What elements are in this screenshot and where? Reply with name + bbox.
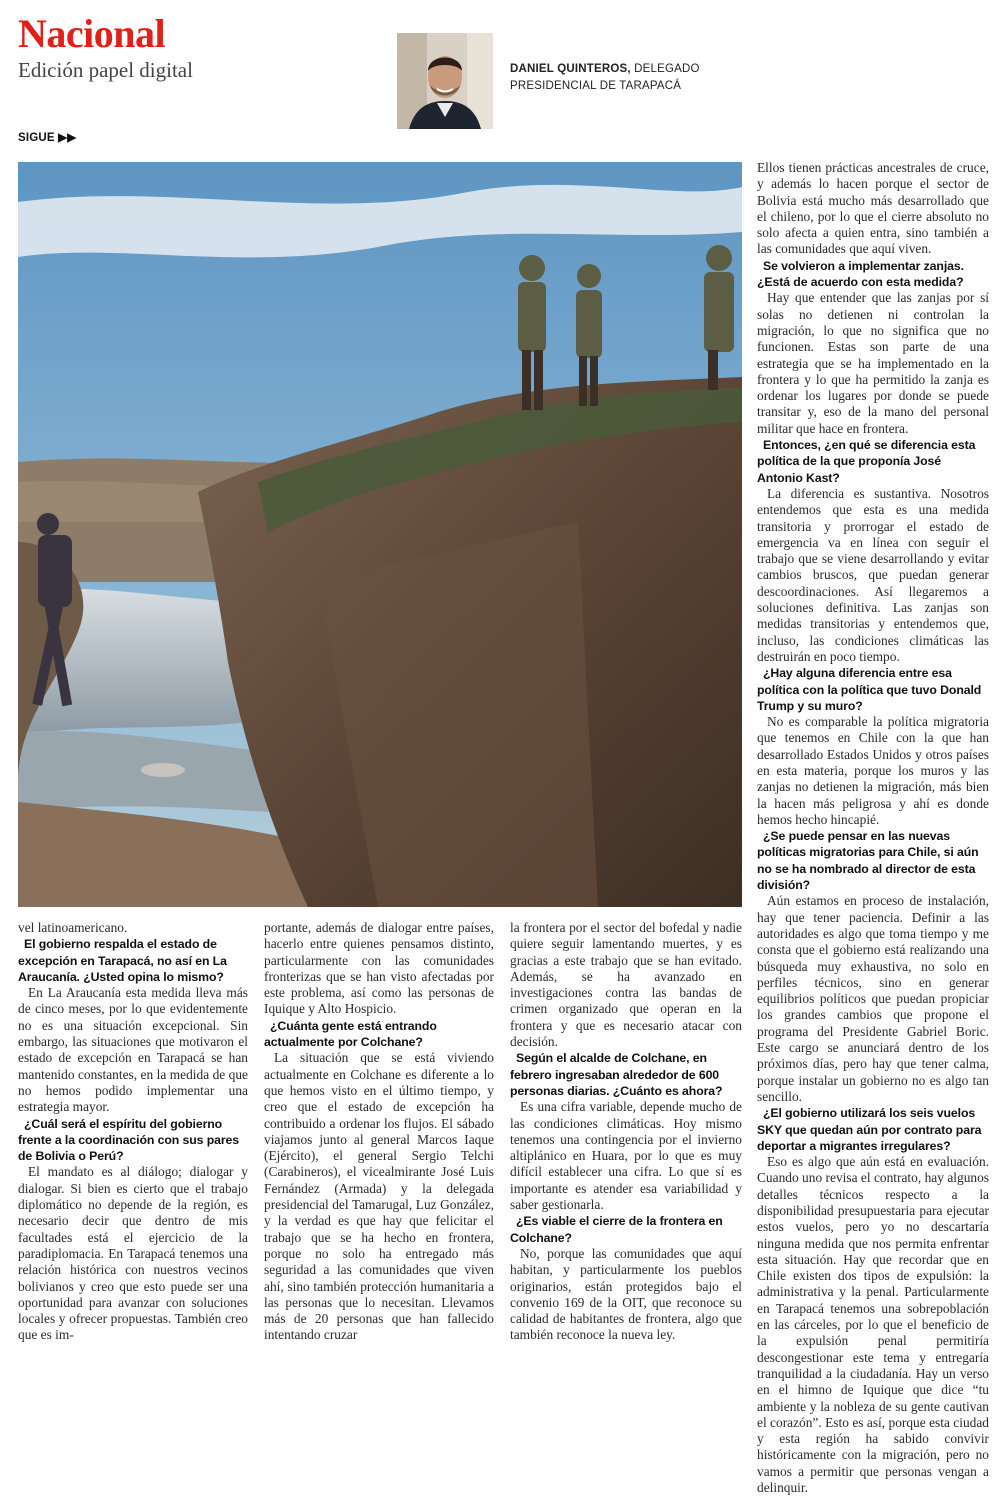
author-name: DANIEL QUINTEROS, [510,63,631,75]
answer-paragraph: El mandato es al diálogo; dialogar y dialogar. Si bien es cierto que el trabajo diplomático no depende de la región, es necesario decir que dentro de mis facultades está el ejercicio de la paradiplomacia. En Tarapacá tenemos una relación histórica con nuestros vecinos bolivianos y creo que esto puede ser una oportunidad para avanzar con soluciones locales y ofrecer propuestas. También creo que es im- [18,1164,248,1343]
author-portrait [397,33,493,129]
article-column-2 [264,920,494,1344]
section-title: Nacional [18,11,166,56]
answer-paragraph: la frontera por el sector del bofedal y nadie quiere seguir lamentando muertes, y es gracias a este trabajo que se han evitado. Además, se ha avanzado en investigaciones contra las bandas de crimen organizado que operan en la frontera y que es necesario atacar con decisión. [510,920,742,1050]
interview-question: ¿Hay alguna diferencia entre esa política con la política que tuvo Donald Trump y su muro? [757,666,982,713]
author-role-line2: PRESIDENCIAL DE TARAPACÁ [510,80,682,92]
answer-paragraph: No, porque las comunidades que aquí habitan, y particularmente los pueblos originarios, están protegidos bajo el convenio 169 de la OIT, que reconoce su calidad de habitantes de frontera, algo que también reconoce la nueva ley. [510,1245,742,1343]
answer-paragraph: Eso es algo que aún está en evaluación. Cuando uno revisa el contrato, hay algunos detalles técnicos respecto a la disponibilidad presupuestaria para ejecutar estos vuelos, pero yo no descartaría ninguna medida que nos permita enfrentar esta situación. Hay que recordar que en Chile existen dos tipos de expulsión: la administrativa y la penal. Particularmente en Tarapacá tenemos una sobrepoblación en las cárceles, por lo que el beneficio de la expulsión penal permitiría descongestionar este tema y entregaría tranquilidad a la ciudadanía. Hay un verso en el himno de Iquique que dice “tu ambiente y la nobleza de su gente cautivan el corazón”. Esto es así, porque esta ciudad y esta región ha sabido convivir históricamente con la migración, pero no vamos a permitir que personas vengan a delinquir. [757,1154,989,1496]
answer-paragraph: Aún estamos en proceso de instalación, hay que tener paciencia. Definir a las autoridades es algo que toma tiempo y me consta que el gobierno está realizando una búsqueda muy exhaustiva, no solo en perfiles técnicos, sino en generar equilibrios políticos que puedan propiciar los grandes cambios que propone el programa del Presidente Gabriel Boric. Este cargo se anunciará dentro de los próximos días, pero hay que tener calma, porque instalar un gobierno no es algo tan sencillo. [757,893,989,1104]
article-column-right [757,160,989,1496]
continue-marker: SIGUE ▶▶ [18,132,77,144]
interview-question: ¿Cuál será el espíritu del gobierno frente a la coordinación con sus pares de Bolivia o Perú? [18,1116,240,1164]
interview-question: ¿Es viable el cierre de la frontera en Colchane? [510,1214,723,1245]
answer-paragraph: Hay que entender que las zanjas por sí solas no detienen ni controlan la migración, lo que no significa que no funcionen. Estas son parte de una estrategia que se ha implementado en la frontera y lo que ha permitido la zanja es ordenar los lugares por donde se puede transitar y, eso de la mano del personal militar que hace en frontera. [757,290,989,436]
answer-paragraph: En La Araucanía esta medida lleva más de cinco meses, por lo que evidentemente no es una situación excepcional. Sin embargo, las situaciones que motivaron el estado de excepción en Tarapacá se han mantenido constantes, en la medida de que no hemos podido implementar una estrategia mayor. [18,985,248,1115]
border-trench-photo [18,162,742,907]
answer-paragraph: Ellos tienen prácticas ancestrales de cruce, y además lo hacen porque el sector de Bolivia está mucho más desarrollado que el chileno, por lo que el cierre absoluto no solo afecta a quien entra, sino también a las comunidades que aquí viven. [757,160,989,257]
edition-subtitle: Edición papel digital [18,58,193,82]
answer-paragraph: Es una cifra variable, depende mucho de las condiciones climáticas. Hoy mismo tenemos una contingencia por el invierno altiplánico en Huara, por lo que es muy difícil establecer una cifra. Lo que sí es importante es atender esa variabilidad y saber gestionarla. [510,1099,742,1213]
answer-paragraph: portante, además de dialogar entre países, hacerlo entre quienes pensamos distinto, particularmente con las comunidades fronterizas que se han visto afectadas por este problema, así como las personas de Iquique y Alto Hospicio. [264,920,494,1017]
interview-question: El gobierno respalda el estado de excepción en Tarapacá, no así en La Araucanía. ¿Usted opina lo mismo? [18,937,227,984]
interview-question: Entonces, ¿en qué se diferencia esta política de la que proponía José Antonio Kast? [757,438,976,485]
interview-question: Se volvieron a implementar zanjas. ¿Está de acuerdo con esta medida? [757,258,964,290]
answer-paragraph: vel latinoamericano. [18,920,128,935]
answer-paragraph: La situación que se está viviendo actualmente en Colchane es diferente a lo que hemos visto en el último tiempo, y creo que el estado de excepción ha contribuido a ordenar los flujos. El sábado viajamos junto al general Marcos Iaque (Ejército), el general Sergio Telchi (Carabineros), el vicealmirante José Luis Fernández (Armada) y la delegada presidencial del Tamarugal, Luz González, y la verdad es que hay que felicitar el trabajo que se ha hecho en frontera, porque no solo ha entregado más seguridad a las comunidades que viven ahí, sino también protección humanitaria a las personas que lo necesitan. Llevamos más de 20 personas que han fallecido intentando cruzar [264,1050,494,1343]
interview-question: ¿Se puede pensar en las nuevas políticas migratorias para Chile, si aún no se ha nombrado al director de esta división? [757,829,979,893]
article-column-3 [510,920,742,1344]
author-role: DELEGADO [634,63,700,75]
author-byline [510,61,700,95]
answer-paragraph: No es comparable la política migratoria que tenemos en Chile con la que han desarrollado Estados Unidos y otros países en esta materia, porque los muros y las zanjas no detienen la migración, más bien la hacen más peligrosa y ahí es donde hemos hecho hincapié. [757,714,989,827]
interview-question: Según el alcalde de Colchane, en febrero ingresaban alrededor de 600 personas diarias. ¿Cuánto es ahora? [510,1051,723,1098]
article-column-1 [18,920,248,1344]
interview-question: ¿El gobierno utilizará los seis vuelos SKY que quedan aún por contrato para deportar a migrantes irregulares? [757,1106,982,1153]
answer-paragraph: La diferencia es sustantiva. Nosotros entendemos que esta es una medida transitoria y prorrogar el estado de emergencia va en línea con seguir el trabajo que se viene desarrollando y evitar cambios bruscos, que puedan generar descoordinaciones. Así llegaremos a soluciones definitiva. Las zanjas son medidas transitorias y entendemos que, incluso, las condiciones climáticas las destruirán en poco tiempo. [757,485,989,664]
interview-question: ¿Cuánta gente está entrando actualmente por Colchane? [264,1018,437,1050]
